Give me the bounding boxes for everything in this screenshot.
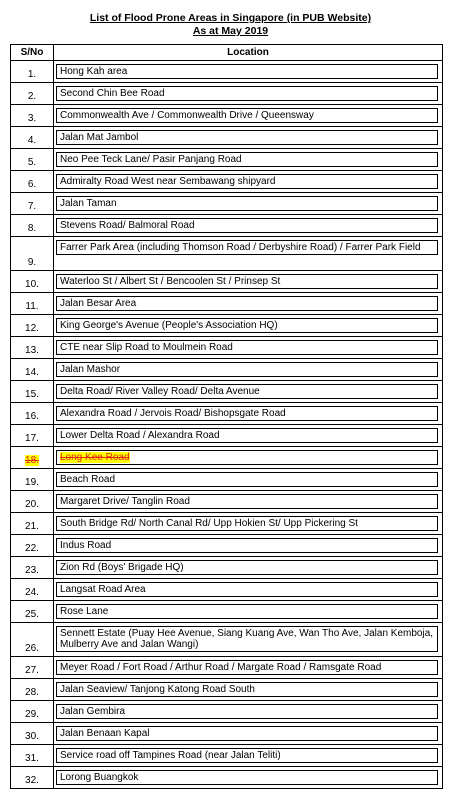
- table-body: [11, 61, 443, 789]
- table-row: [11, 171, 443, 193]
- table-row: [11, 469, 443, 491]
- row-number-cell: [11, 701, 54, 723]
- location-text: Alexandra Road / Jervois Road/ Bishopsgate Road: [56, 406, 438, 421]
- table-row: [11, 83, 443, 105]
- location-cell: [54, 105, 443, 127]
- table-row: [11, 127, 443, 149]
- location-text: Lorong Buangkok: [56, 770, 438, 785]
- row-number: 16.: [25, 411, 39, 422]
- row-number: 7.: [27, 201, 37, 212]
- location-cell: [54, 723, 443, 745]
- row-number: 1.: [27, 69, 37, 80]
- location-cell: [54, 579, 443, 601]
- row-number-cell: [11, 127, 54, 149]
- row-number: 15.: [25, 389, 39, 400]
- row-number: 26.: [25, 643, 39, 654]
- location-cell: [54, 215, 443, 237]
- location-text: Hong Kah area: [56, 64, 438, 79]
- row-number: 11.: [25, 301, 39, 312]
- location-cell: [54, 491, 443, 513]
- location-text: Stevens Road/ Balmoral Road: [56, 218, 438, 233]
- row-number: 6.: [27, 179, 37, 190]
- row-number: 12.: [25, 323, 39, 334]
- row-number: 17.: [25, 433, 39, 444]
- location-text: Delta Road/ River Valley Road/ Delta Avenue: [56, 384, 438, 399]
- location-cell: [54, 293, 443, 315]
- row-number-cell: [11, 723, 54, 745]
- location-text: Second Chin Bee Road: [56, 86, 438, 101]
- row-number-cell: [11, 83, 54, 105]
- location-cell: [54, 193, 443, 215]
- row-number: 24.: [25, 587, 39, 598]
- table-row: [11, 105, 443, 127]
- location-text: Service road off Tampines Road (near Jalan Teliti): [56, 748, 438, 763]
- row-number-cell: [11, 623, 54, 657]
- location-cell: [54, 679, 443, 701]
- row-number-cell: [11, 557, 54, 579]
- table-row: [11, 767, 443, 789]
- location-cell: [54, 425, 443, 447]
- location-text: Farrer Park Area (including Thomson Road / Derbyshire Road) / Farrer Park Field: [56, 240, 438, 255]
- row-number-cell: [11, 237, 54, 271]
- table-row: [11, 293, 443, 315]
- location-text: South Bridge Rd/ North Canal Rd/ Upp Hokien St/ Upp Pickering St: [56, 516, 438, 531]
- location-cell: [54, 127, 443, 149]
- table-row: [11, 61, 443, 83]
- table-row: [11, 623, 443, 657]
- location-cell: [54, 83, 443, 105]
- row-number-cell: [11, 315, 54, 337]
- location-text: Neo Pee Teck Lane/ Pasir Panjang Road: [56, 152, 438, 167]
- location-cell: [54, 271, 443, 293]
- row-number-cell: [11, 337, 54, 359]
- location-text: Jalan Mat Jambol: [56, 130, 438, 145]
- column-header-sno: S/No: [11, 45, 54, 61]
- location-cell: [54, 701, 443, 723]
- location-text: Jalan Benaan Kapal: [56, 726, 438, 741]
- table-row: [11, 579, 443, 601]
- row-number-cell: [11, 293, 54, 315]
- location-text: King George's Avenue (People's Association HQ): [56, 318, 438, 333]
- table-row: [11, 337, 443, 359]
- row-number: 23.: [25, 565, 39, 576]
- location-text: CTE near Slip Road to Moulmein Road: [56, 340, 438, 355]
- row-number-cell: [11, 745, 54, 767]
- location-text: Rose Lane: [56, 604, 438, 619]
- location-cell: [54, 657, 443, 679]
- row-number-cell: [11, 767, 54, 789]
- table-row: [11, 701, 443, 723]
- location-cell: [54, 513, 443, 535]
- location-cell: [54, 359, 443, 381]
- row-number-cell: [11, 425, 54, 447]
- row-number: 28.: [25, 687, 39, 698]
- row-number-cell: [11, 469, 54, 491]
- row-number: 2.: [27, 91, 37, 102]
- location-cell: [54, 61, 443, 83]
- location-cell: [54, 337, 443, 359]
- row-number-cell: [11, 359, 54, 381]
- table-row: [11, 425, 443, 447]
- location-text: Jalan Gembira: [56, 704, 438, 719]
- row-number-cell: [11, 149, 54, 171]
- row-number: 8.: [27, 223, 37, 234]
- row-number: 10.: [25, 279, 39, 290]
- location-cell: [54, 745, 443, 767]
- row-number: 21.: [25, 521, 39, 532]
- row-number: 18.: [25, 455, 39, 466]
- table-row: [11, 237, 443, 271]
- row-number: 13.: [25, 345, 39, 356]
- row-number-cell: [11, 601, 54, 623]
- location-text: Langsat Road Area: [56, 582, 438, 597]
- table-row: [11, 447, 443, 469]
- row-number: 31.: [25, 753, 39, 764]
- row-number: 27.: [25, 665, 39, 676]
- row-number-cell: [11, 61, 54, 83]
- row-number-cell: [11, 513, 54, 535]
- location-cell: [54, 601, 443, 623]
- row-number-cell: [11, 447, 54, 469]
- row-number: 4.: [27, 135, 37, 146]
- table-row: [11, 215, 443, 237]
- location-text: [56, 450, 438, 465]
- row-number-cell: [11, 403, 54, 425]
- location-text: Zion Rd (Boys' Brigade HQ): [56, 560, 438, 575]
- table-row: [11, 381, 443, 403]
- table-row: [11, 491, 443, 513]
- location-cell: [54, 403, 443, 425]
- location-text: Waterloo St / Albert St / Bencoolen St / Prinsep St: [56, 274, 438, 289]
- row-number: 5.: [27, 157, 37, 168]
- row-number-cell: [11, 171, 54, 193]
- flood-areas-table: [10, 44, 443, 789]
- location-text: Jalan Besar Area: [56, 296, 438, 311]
- location-text: Margaret Drive/ Tanglin Road: [56, 494, 438, 509]
- table-row: [11, 315, 443, 337]
- row-number-cell: [11, 271, 54, 293]
- location-cell: [54, 237, 443, 271]
- table-row: [11, 557, 443, 579]
- row-number: 14.: [25, 367, 39, 378]
- row-number-cell: [11, 579, 54, 601]
- location-cell: [54, 171, 443, 193]
- table-row: [11, 679, 443, 701]
- table-row: [11, 535, 443, 557]
- location-cell: [54, 767, 443, 789]
- location-text: Sennett Estate (Puay Hee Avenue, Siang Kuang Ave, Wan Tho Ave, Jalan Kemboja, Mulberry Ave and Jalan Wangi): [56, 626, 438, 652]
- row-number: 9.: [27, 257, 37, 268]
- location-cell: [54, 623, 443, 657]
- location-text: Indus Road: [56, 538, 438, 553]
- location-cell: [54, 535, 443, 557]
- location-cell: [54, 557, 443, 579]
- table-row: [11, 723, 443, 745]
- document-title: List of Flood Prone Areas in Singapore (in PUB Website): [89, 12, 372, 24]
- row-number-cell: [11, 491, 54, 513]
- row-number: 32.: [25, 775, 39, 786]
- table-row: [11, 193, 443, 215]
- location-cell: [54, 447, 443, 469]
- location-text: Admiralty Road West near Sembawang shipyard: [56, 174, 438, 189]
- location-text: Jalan Taman: [56, 196, 438, 211]
- location-text: Lower Delta Road / Alexandra Road: [56, 428, 438, 443]
- location-cell: [54, 149, 443, 171]
- location-text: Meyer Road / Fort Road / Arthur Road / Margate Road / Ramsgate Road: [56, 660, 438, 675]
- row-number-cell: [11, 679, 54, 701]
- location-cell: [54, 381, 443, 403]
- table-row: [11, 271, 443, 293]
- location-cell: [54, 315, 443, 337]
- table-row: [11, 657, 443, 679]
- table-row: [11, 513, 443, 535]
- location-cell: [54, 469, 443, 491]
- location-text: Jalan Seaview/ Tanjong Katong Road South: [56, 682, 438, 697]
- table-row: [11, 149, 443, 171]
- table-header-row: [11, 45, 443, 61]
- table-row: [11, 745, 443, 767]
- location-text: Commonwealth Ave / Commonwealth Drive / Queensway: [56, 108, 438, 123]
- row-number: 19.: [25, 477, 39, 488]
- column-header-location: Location: [54, 45, 443, 61]
- row-number-cell: [11, 193, 54, 215]
- table-row: [11, 359, 443, 381]
- row-number: 29.: [25, 709, 39, 720]
- row-number-cell: [11, 105, 54, 127]
- row-number: 25.: [25, 609, 39, 620]
- document-date: As at May 2019: [192, 25, 269, 37]
- row-number: 20.: [25, 499, 39, 510]
- location-text: Beach Road: [56, 472, 438, 487]
- row-number-cell: [11, 657, 54, 679]
- location-text: Jalan Mashor: [56, 362, 438, 377]
- struck-location-text: Long Kee Road: [60, 452, 130, 463]
- table-row: [11, 601, 443, 623]
- row-number: 22.: [25, 543, 39, 554]
- row-number-cell: [11, 535, 54, 557]
- row-number: 30.: [25, 731, 39, 742]
- row-number-cell: [11, 381, 54, 403]
- row-number-cell: [11, 215, 54, 237]
- table-row: [11, 403, 443, 425]
- row-number: 3.: [27, 113, 37, 124]
